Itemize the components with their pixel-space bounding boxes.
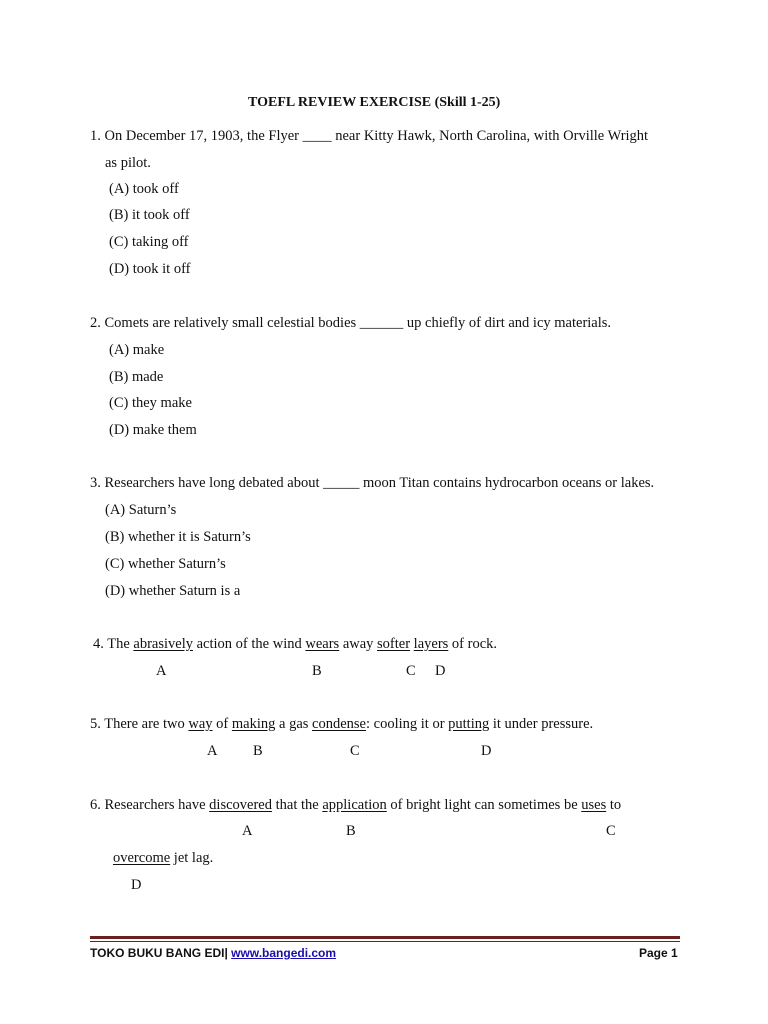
- question-1-option-d: (D) took it off: [109, 261, 191, 277]
- answer-label-a: A: [156, 663, 167, 679]
- answer-label-c: C: [606, 823, 616, 839]
- underlined-b: application: [322, 797, 387, 813]
- footer-brand: TOKO BUKU BANG EDI| www.bangedi.com: [90, 946, 337, 960]
- underlined-b: making: [231, 716, 276, 732]
- question-3-option-c: (C) whether Saturn’s: [105, 556, 226, 572]
- underlined-a: way: [188, 716, 213, 732]
- answer-label-b: B: [253, 743, 263, 759]
- question-3-option-b: (B) whether it is Saturn’s: [105, 529, 251, 545]
- answer-label-a: A: [242, 823, 253, 839]
- question-3-text: 3. Researchers have long debated about _____ moon Titan contains hydrocarbon oceans or lakes.: [90, 475, 655, 491]
- question-1-option-c: (C) taking off: [109, 234, 189, 250]
- page-title: TOEFL REVIEW EXERCISE (Skill 1-25): [248, 95, 501, 110]
- question-3-option-d: (D) whether Saturn is a: [105, 583, 241, 599]
- question-6-text: 6. Researchers have discovered that the application of bright light can sometimes be uses to: [90, 797, 622, 813]
- underlined-c: uses: [581, 797, 607, 813]
- question-1-option-a: (A) took off: [109, 181, 179, 197]
- footer-rule-thin: [90, 941, 680, 942]
- question-2-option-c: (C) they make: [109, 395, 192, 411]
- page-number: Page 1: [639, 946, 678, 960]
- question-1-text-cont: as pilot.: [105, 155, 151, 171]
- answer-label-c: C: [406, 663, 416, 679]
- question-6-text-cont: overcome jet lag.: [113, 850, 214, 866]
- question-2-option-a: (A) make: [109, 342, 165, 358]
- answer-label-c: C: [350, 743, 360, 759]
- question-1-text: 1. On December 17, 1903, the Flyer ____ near Kitty Hawk, North Carolina, with Orville Wright: [90, 128, 649, 144]
- underlined-b: wears: [305, 636, 340, 652]
- question-4-text: 4. The abrasively action of the wind wears away softer layers of rock.: [93, 636, 498, 652]
- answer-label-b: B: [346, 823, 356, 839]
- underlined-a: discovered: [209, 797, 272, 813]
- answer-label-d: D: [131, 877, 142, 893]
- footer-rule-thick: [90, 936, 680, 939]
- question-3-option-a: (A) Saturn’s: [105, 502, 177, 518]
- answer-label-d: D: [435, 663, 446, 679]
- underlined-d: putting: [448, 716, 490, 732]
- underlined-d: layers: [413, 636, 449, 652]
- answer-label-d: D: [481, 743, 492, 759]
- question-1-option-b: (B) it took off: [109, 207, 190, 223]
- underlined-c: condense: [312, 716, 366, 732]
- question-5-text: 5. There are two way of making a gas condense: cooling it or putting it under pressure.: [90, 716, 594, 732]
- answer-label-b: B: [312, 663, 322, 679]
- underlined-a: abrasively: [133, 636, 193, 652]
- question-2-option-b: (B) made: [109, 369, 164, 385]
- answer-label-a: A: [207, 743, 218, 759]
- question-2-option-d: (D) make them: [109, 422, 197, 438]
- question-2-text: 2. Comets are relatively small celestial bodies ______ up chiefly of dirt and icy materials.: [90, 315, 612, 331]
- footer-link[interactable]: www.bangedi.com: [231, 946, 337, 960]
- underlined-d: overcome: [113, 850, 171, 866]
- underlined-c: softer: [377, 636, 411, 652]
